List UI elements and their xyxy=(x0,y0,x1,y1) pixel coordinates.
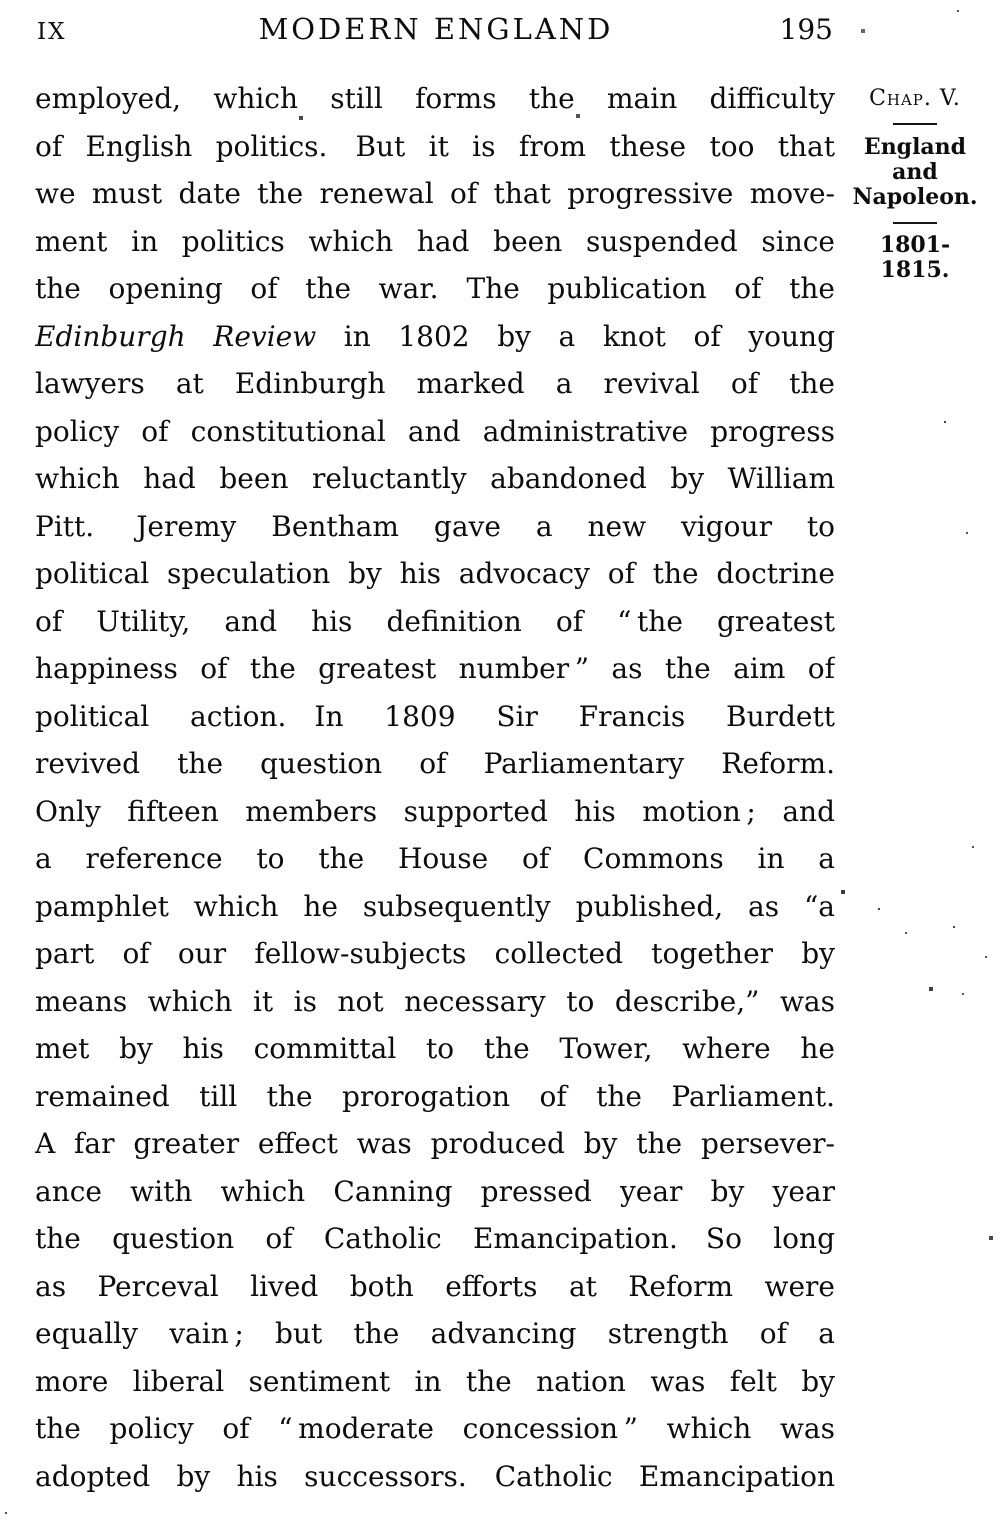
body-line xyxy=(35,930,835,978)
body-line xyxy=(35,740,835,788)
text-segment: A far greater effect was produced by the persever- xyxy=(35,1127,835,1160)
running-header xyxy=(35,10,837,50)
body-line xyxy=(35,693,835,741)
text-segment: the policy of “ moderate concession ” which was xyxy=(35,1412,835,1445)
text-segment: in 1802 by a knot of young xyxy=(316,319,835,353)
sidenote-title xyxy=(850,135,980,210)
text-segment: revived the question of Parliamentary Reform. xyxy=(35,747,835,780)
body-line xyxy=(35,408,835,456)
text-segment: political action. In 1809 Sir Francis Burdett xyxy=(35,699,835,733)
text-segment: happiness of the greatest number ” as the aim of xyxy=(35,652,835,685)
body-line xyxy=(35,1263,835,1311)
body-line xyxy=(35,1453,835,1501)
sidenote-dates: 1801-1815. xyxy=(879,232,951,283)
body-line xyxy=(35,788,835,836)
body-line xyxy=(35,1358,835,1406)
body-line xyxy=(35,1405,835,1453)
text-segment: Only fifteen members supported his motion ; and xyxy=(35,794,835,828)
page-number: 195 xyxy=(779,13,833,46)
body-line xyxy=(35,1120,835,1168)
sidenote-rule xyxy=(893,222,937,224)
body-line xyxy=(35,1073,835,1121)
sidenote-title-line: England xyxy=(863,134,967,160)
text-segment: of English politics. But it is from these too that xyxy=(35,129,835,163)
body-line xyxy=(35,360,835,408)
text-segment: met by his committal to the Tower, where he xyxy=(35,1032,835,1065)
text-segment: political speculation by his advocacy of the doctrine xyxy=(35,557,835,590)
body-line xyxy=(35,1168,835,1216)
body-line xyxy=(35,1025,835,1073)
body-line xyxy=(35,503,835,551)
text-segment: pamphlet which he subsequently published, as “a xyxy=(35,889,835,923)
text-segment: more liberal sentiment in the nation was felt by xyxy=(35,1364,835,1398)
body-line xyxy=(35,123,835,171)
body-line xyxy=(35,455,835,503)
text-segment: as Perceval lived both efforts at Reform were xyxy=(35,1269,835,1303)
text-segment: employed, which still forms the main difficulty xyxy=(35,82,835,115)
signature-mark: IX xyxy=(37,19,67,45)
body-line xyxy=(35,645,835,693)
text-segment: we must date the renewal of that progressive move- xyxy=(35,177,835,210)
text-segment: adopted by his successors. Catholic Emancipation xyxy=(35,1459,835,1493)
body-line xyxy=(35,313,835,361)
text-segment: the question of Catholic Emancipation. So long xyxy=(35,1222,835,1255)
body-line xyxy=(35,265,835,313)
text-segment: of Utility, and his definition of “ the greatest xyxy=(35,604,835,638)
text-segment: the opening of the war. The publication of the xyxy=(35,272,835,305)
body-text xyxy=(35,75,835,1500)
text-segment: part of our fellow-subjects collected together by xyxy=(35,937,835,970)
text-segment: ance with which Canning pressed year by year xyxy=(35,1174,835,1208)
body-line xyxy=(35,218,835,266)
body-line xyxy=(35,170,835,218)
body-line xyxy=(35,75,835,123)
text-segment: Pitt. Jeremy Bentham gave a new vigour to xyxy=(35,509,835,543)
sidenote-rule xyxy=(893,123,937,125)
body-line xyxy=(35,550,835,598)
body-line xyxy=(35,883,835,931)
book-title-header: MODERN ENGLAND xyxy=(258,12,614,46)
scan-noise-specks xyxy=(0,0,2,2)
body-line xyxy=(35,835,835,883)
text-segment: equally vain ; but the advancing strength of a xyxy=(35,1317,835,1350)
body-line xyxy=(35,1310,835,1358)
sidenote-title-line: and xyxy=(892,159,938,185)
text-segment: means which it is not necessary to describe,” was xyxy=(35,984,835,1018)
text-segment: lawyers at Edinburgh marked a revival of the xyxy=(35,367,835,400)
sidenote-chapter: Chap. V. xyxy=(869,86,961,111)
margin-notes xyxy=(850,87,980,283)
text-segment: which had been reluctantly abandoned by William xyxy=(35,462,835,495)
text-segment: ment in politics which had been suspended since xyxy=(35,224,835,258)
text-segment: a reference to the House of Commons in a xyxy=(35,842,835,875)
sidenote-title-line: Napoleon. xyxy=(852,184,978,210)
body-line xyxy=(35,1215,835,1263)
body-line xyxy=(35,978,835,1026)
body-line xyxy=(35,598,835,646)
text-segment: remained till the prorogation of the Parliament. xyxy=(35,1079,835,1113)
text-segment: policy of constitutional and administrative progress xyxy=(35,414,835,448)
italic-text: Edinburgh Review xyxy=(35,319,317,353)
